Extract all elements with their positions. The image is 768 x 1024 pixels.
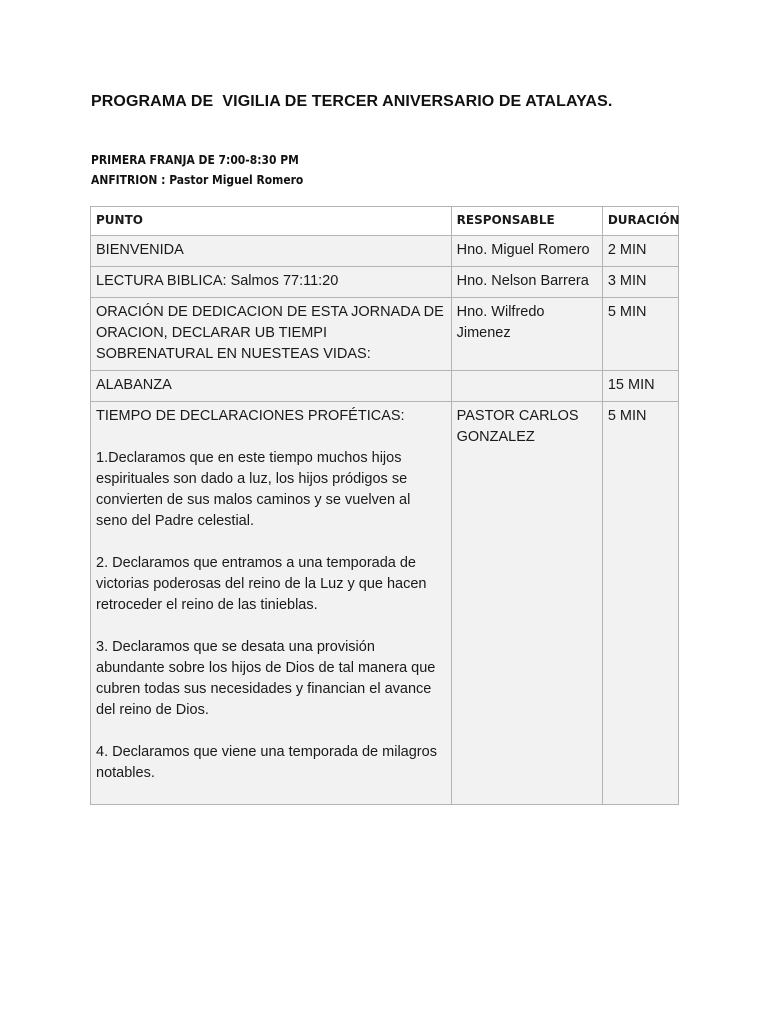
cell-punto: LECTURA BIBLICA: Salmos 77:11:20 (91, 267, 452, 298)
declaracion-item: 2. Declaramos que entramos a una temporada de victorias poderosas del reino de la Luz y que hacen retroceder el reino de las tinieblas. (96, 555, 427, 613)
cell-responsable: Hno. Miguel Romero (451, 236, 602, 267)
declaracion-item: 4. Declaramos que viene una temporada de milagros notables. (96, 744, 437, 781)
program-table (90, 206, 679, 805)
cell-duracion: 5 MIN (602, 298, 678, 371)
cell-duracion: 2 MIN (602, 236, 678, 267)
declaracion-item: 1.Declaramos que en este tiempo muchos hijos espirituales son dado a luz, los hijos pródigos se convierten de sus malos caminos y se vuelven al seno del Padre celestial. (96, 450, 411, 529)
table-row (91, 267, 679, 298)
cell-responsable: Hno. Wilfredo Jimenez (451, 298, 602, 371)
cell-duracion: 3 MIN (602, 267, 678, 298)
cell-responsable: Hno. Nelson Barrera (451, 267, 602, 298)
franja-heading: PRIMERA FRANJA DE 7:00-8:30 PM (91, 152, 299, 167)
cell-duracion: 5 MIN (602, 402, 678, 805)
declaraciones-heading: TIEMPO DE DECLARACIONES PROFÉTICAS: (96, 408, 405, 424)
cell-punto (91, 402, 452, 805)
cell-punto: BIENVENIDA (91, 236, 452, 267)
table-header-row (91, 207, 679, 236)
declaracion-item: 3. Declaramos que se desata una provisión abundante sobre los hijos de Dios de tal manera que cubren todas sus necesidades y financian el avance del reino de Dios. (96, 639, 436, 718)
cell-responsable: PASTOR CARLOS GONZALEZ (451, 402, 602, 805)
cell-duracion: 15 MIN (602, 371, 678, 402)
table-row (91, 371, 679, 402)
cell-responsable (451, 371, 602, 402)
anfitrion-heading: ANFITRION : Pastor Miguel Romero (91, 172, 304, 187)
table-row (91, 402, 679, 805)
cell-punto: ORACIÓN DE DEDICACION DE ESTA JORNADA DE ORACION, DECLARAR UB TIEMPI SOBRENATURAL EN NUESTEAS VIDAS: (91, 298, 452, 371)
document-title: PROGRAMA DE VIGILIA DE TERCER ANIVERSARIO DE ATALAYAS. (91, 93, 613, 110)
cell-punto: ALABANZA (91, 371, 452, 402)
header-duracion: DURACIÓN (602, 207, 678, 236)
table-row (91, 236, 679, 267)
table-row (91, 298, 679, 371)
header-punto: PUNTO (91, 207, 452, 236)
header-responsable: RESPONSABLE (451, 207, 602, 236)
